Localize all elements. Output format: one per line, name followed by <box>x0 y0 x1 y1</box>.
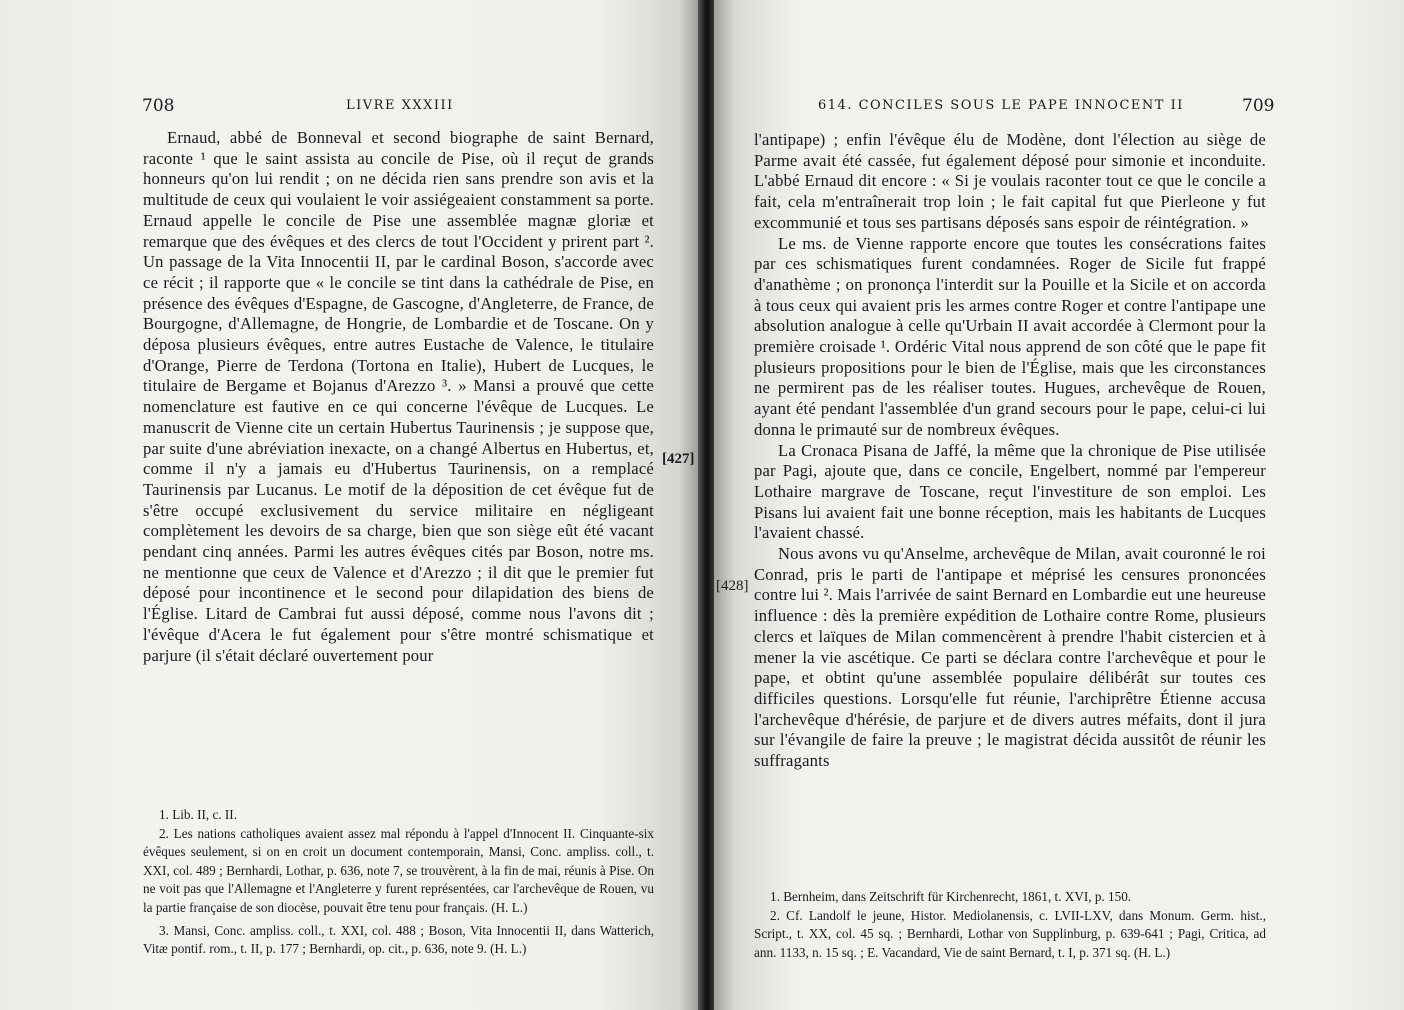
paragraph: La Cronaca Pisana de Jaffé, la même que la chronique de Pise utilisée par Pagi, ajoute que, dans ce concile, Engelbert, nommé par l'empereur Lothaire margrave de Toscane, reçut l'investiture de son emploi. Les Pisans lui avaient fait une bonne réception, mais les habitants de Lucques l'avaient chassé. <box>754 440 1266 543</box>
running-head: 614. CONCILES SOUS LE PAPE INNOCENT II <box>818 98 1184 113</box>
footnote: 1. Bernheim, dans Zeitschrift für Kirchenrecht, 1861, t. XVI, p. 150. <box>770 889 1132 904</box>
paragraph: Ernaud, abbé de Bonneval et second biographe de saint Bernard, raconte ¹ que le saint assista au concile de Pise, où il reçut de grands honneurs qu'on lui rendit ; on ne décida rien sans prendre son avis et la multitude de ceux qui voulaient le voir assiégeaient constamment sa porte. Ernaud appelle le concile de Pise une assemblée magnæ gloriæ et remarque que des évêques et des clercs de tout l'Occident y prirent part ². Un passage de la Vita Innocentii II, par le cardinal Boson, s'accorde avec ce récit ; il rapporte que « le concile se tint dans la cathédrale de Pise, en présence des évêques d'Espagne, de Gascogne, d'Angleterre, de France, de Bourgogne, d'Allemagne, de Hongrie, de Lombardie et de Toscane. On y déposa plusieurs évêques, entre autres Eustache de Valence, le titulaire d'Orange, Pierre de Terdona (Tortona en Italie), Hubert de Lucques, le titulaire de Bergame et Bojanus d'Arezzo ³. » Mansi a prouvé que cette nomenclature est fautive en ce qui concerne l'évêque de Lucques. Le manuscrit de Vienne cite un certain Hubertus Taurinensis ; je suppose que, par suite d'une abréviation inexacte, on a changé Albertus en Hubertus, et, comme il n'y a jamais eu d'Hubertus Taurinensis, on a remplacé Taurinensis par Lucanus. Le motif de la déposition de cet évêque fut de s'être occupé exclusivement du service militaire en négligeant complètement les devoirs de sa charge, bien que son siège eût été vacant pendant cinq années. Parmi les autres évêques cités par Boson, notre ms. ne mentionne que ceux de Valence et d'Arezzo ; il dit que le premier fut déposé pour incontinence et le second pour dilapidation des biens de l'Église. Litard de Cambrai fut aussi déposé, comme nous l'avons dit ; l'évêque d'Acera le fut également pour s'être montré schismatique et parjure (il s'était déclaré ouvertement pour <box>143 128 654 665</box>
page-number: 708 <box>142 96 175 116</box>
paragraph: Le ms. de Vienne rapporte encore que toutes les consécrations faites par ces schismatiques furent condamnées. Roger de Sicile fut frappé d'anathème ; on prononça l'interdit sur la Pouille et la Sicile et on accorda à tous ceux qui avaient pris les armes contre Roger et contre l'antipape une absolution analogue à celle qu'Urbain II avait accordée à Clermont pour la première croisade ¹. Ordéric Vital nous apprend de son côté que le pape fit plusieurs propositions pour le bien de l'Église, mais que les circonstances ne permirent pas de les réaliser toutes. Hugues, archevêque de Rouen, ayant été pendant l'assemblée d'un grand secours pour le pape, celui-ci lui donna le primauté sur de nombreux évêques. <box>754 233 1266 439</box>
running-head: LIVRE XXXIII <box>346 98 454 113</box>
page-number: 709 <box>1242 96 1275 116</box>
footnote: 3. Mansi, Conc. ampliss. coll., t. XXI, col. 488 ; Boson, Vita Innocentii II, dans Watterich, Vitæ pontif. rom., t. II, p. 177 ; Bernhardi, op. cit., p. 636, note 9. (H. L.) <box>143 922 654 957</box>
footnote: 2. Les nations catholiques avaient assez mal répondu à l'appel d'Innocent II. Cinquante-six évêques seulement, si on en croit un document contemporain, Mansi, Conc. ampliss. coll., t. XXI, col. 489 ; Bernhardi, Lothar, p. 636, note 7, se trouvèrent, à la fin de mai, réunis à Pise. On ne voit pas que l'Allemagne et l'Angleterre y furent représentées, car l'archevêque de Rouen, vu la partie française de son diocèse, pouvait être tenu pour français. (H. L.) <box>143 825 654 915</box>
body-text <box>143 128 654 666</box>
right-page <box>714 0 1404 1010</box>
paragraph: l'antipape) ; enfin l'évêque élu de Modène, dont l'élection au siège de Parme avait été cassée, fut également déposé pour simonie et inconduite. L'abbé Ernaud dit encore : « Si je voulais raconter tout ce que le concile a fait, cela m'entraînerait trop loin ; le fait capital fut que Pierleone y fut excommunié et tous ses partisans déposés sans espoir de réintégration. » <box>754 130 1266 232</box>
footnotes <box>143 806 654 959</box>
margin-note: [427] <box>662 451 695 467</box>
footnotes <box>754 888 1266 962</box>
left-page <box>0 0 700 1010</box>
paragraph: Nous avons vu qu'Anselme, archevêque de Milan, avait couronné le roi Conrad, pris le parti de l'antipape et méprisé les censures prononcées contre lui ². Mais l'arrivée de saint Bernard en Lombardie eut une heureuse influence : dès la première expédition de Lothaire contre Rome, plusieurs clercs et laïques de Milan commencèrent à prendre l'habit cistercien et à mener la vie ascétique. Ce parti se déclara contre l'archevêque et pour le pape, et obtint qu'une assemblée populaire délibérât sur toutes ces difficiles questions. Lorsqu'elle fut réunie, l'archiprêtre Étienne accusa l'archevêque d'hérésie, de parjure et de divers autres méfaits, dont il jura sur l'évangile de faire la preuve ; le magistrat décida aussitôt de réunir les suffragants <box>754 544 1266 771</box>
margin-note: [428] <box>716 578 749 594</box>
footnote: 1. Lib. II, c. II. <box>159 807 237 822</box>
footnote: 2. Cf. Landolf le jeune, Histor. Mediolanensis, c. LVII-LXV, dans Monum. Germ. hist., Script., t. XX, col. 45 sq. ; Bernhardi, Lothar von Supplinburg, p. 639-641 ; Pagi, Critica, ad ann. 1133, n. 15 sq. ; E. Vacandard, Vie de saint Bernard, t. I, p. 371 sq. (H. L.) <box>754 907 1266 960</box>
body-text <box>754 130 1266 772</box>
